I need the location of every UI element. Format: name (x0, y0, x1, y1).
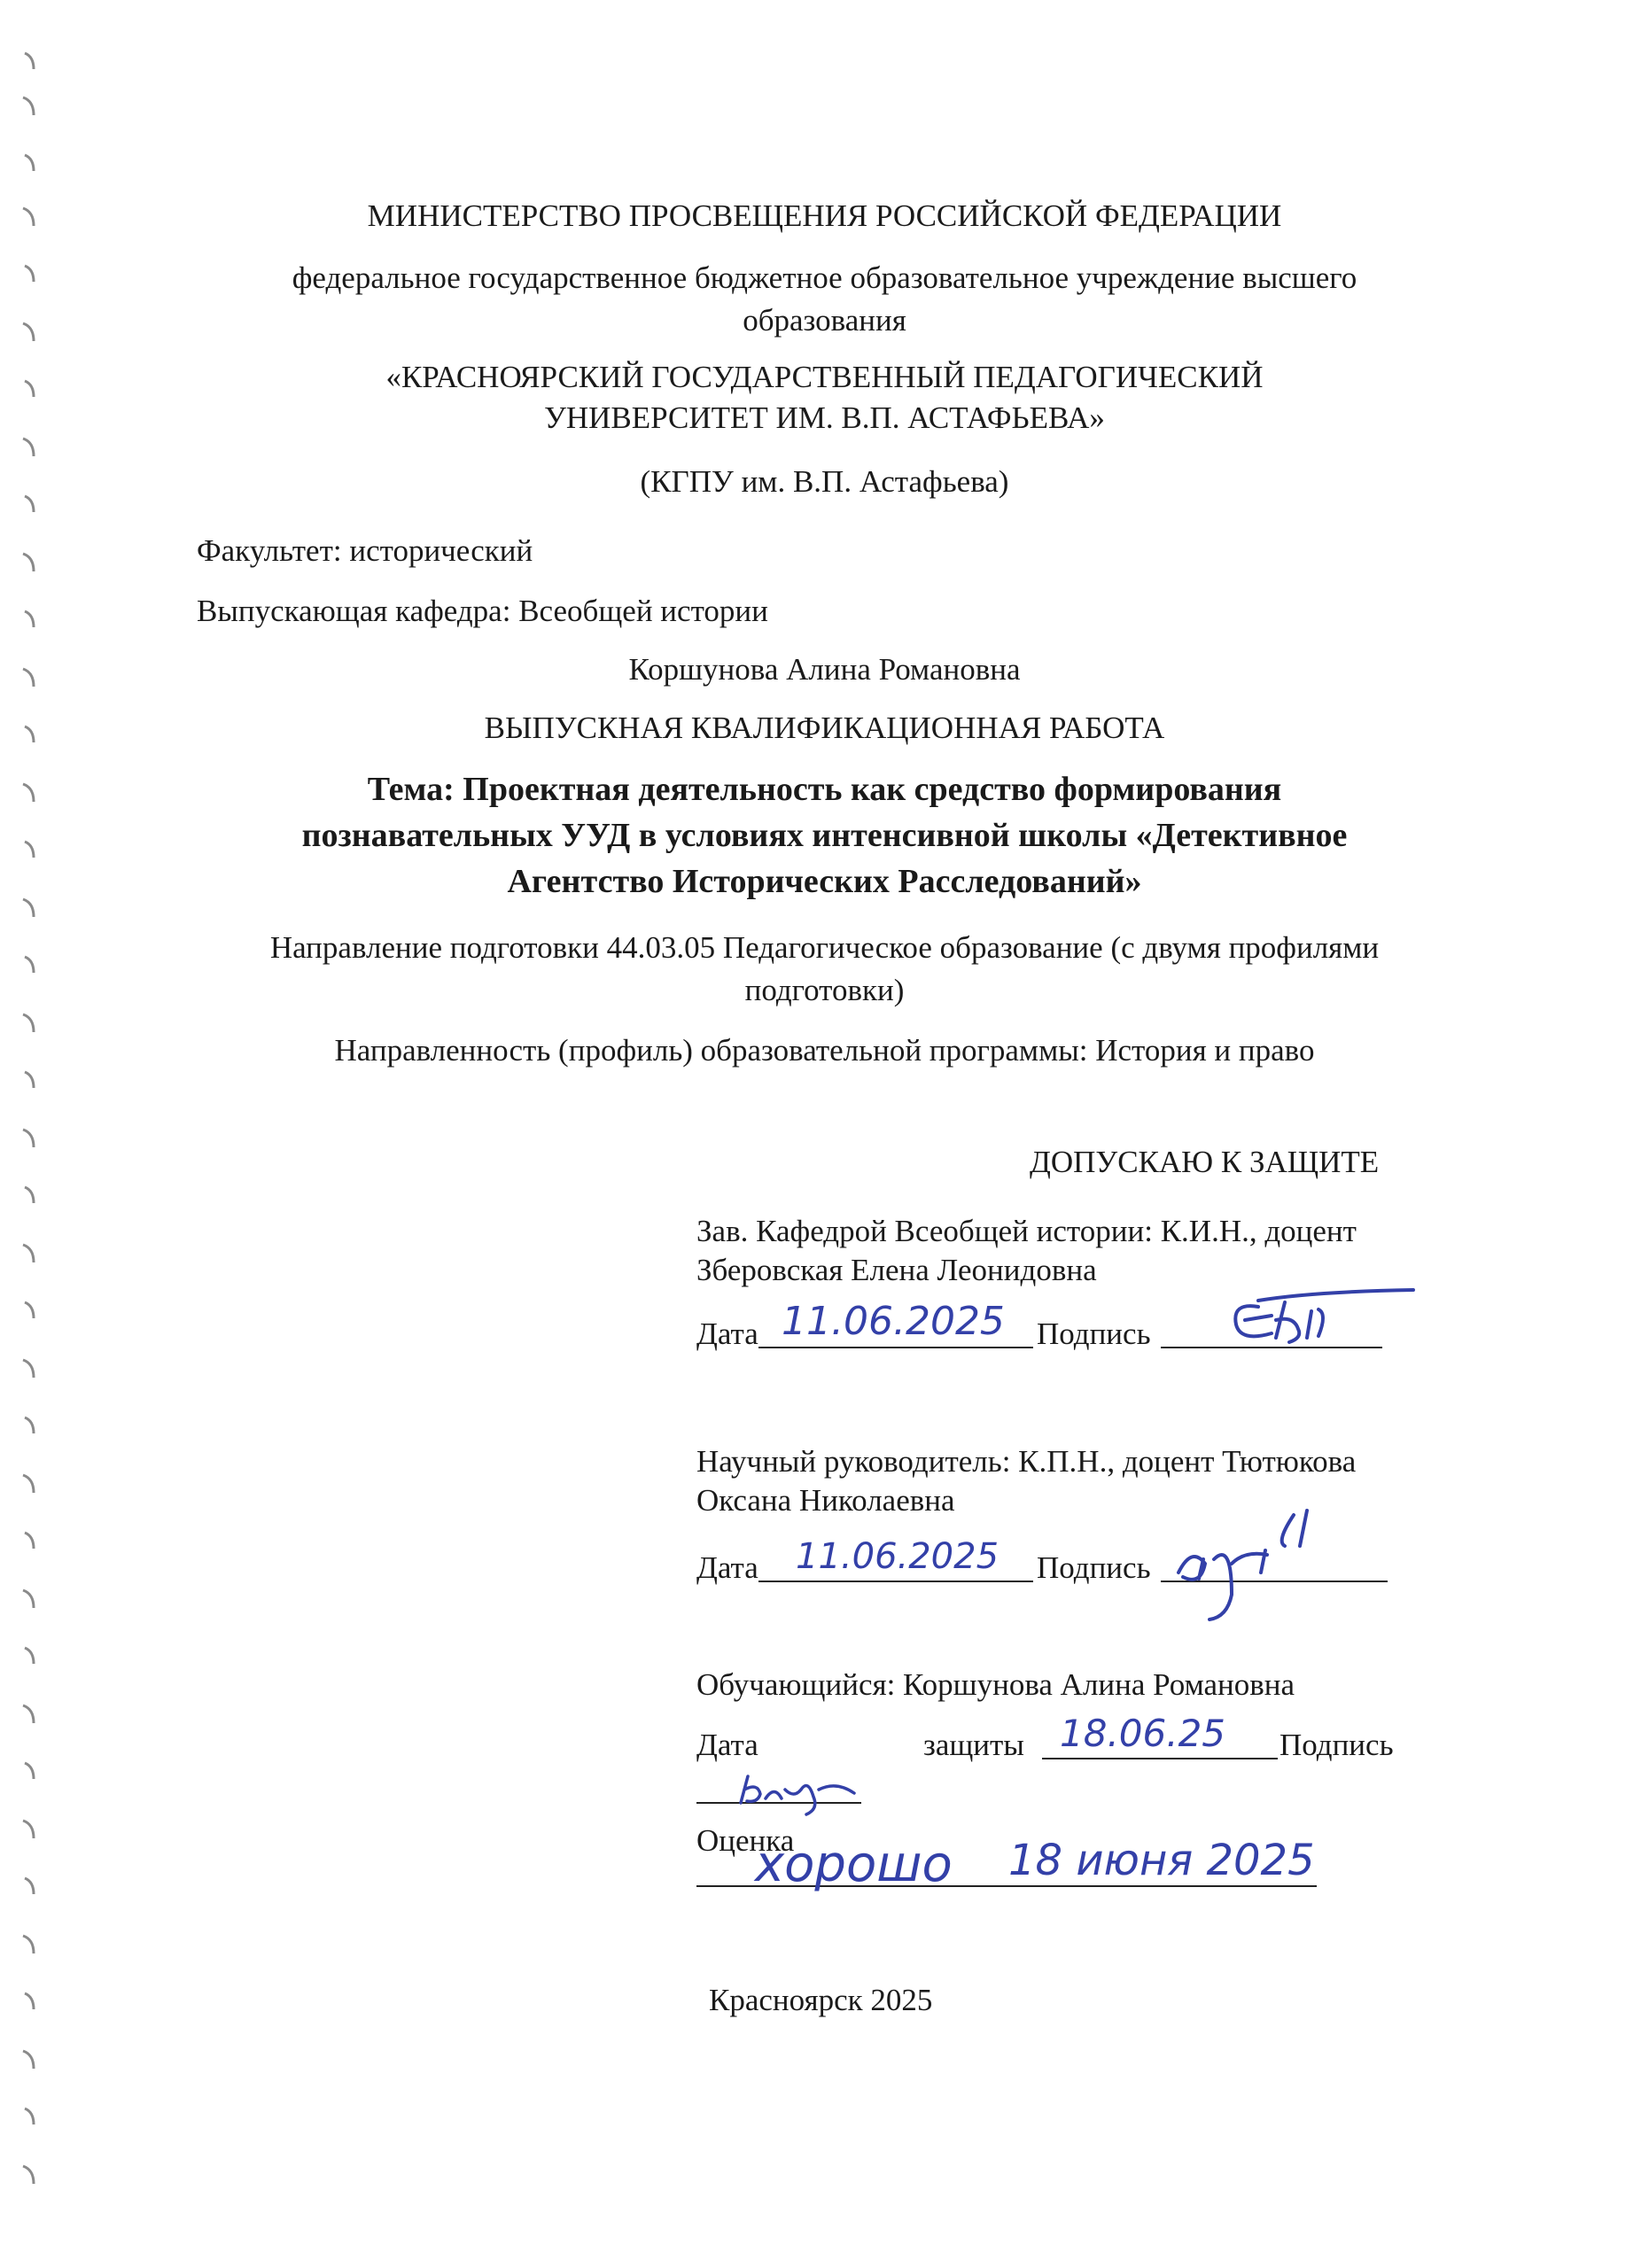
approval-heading: ДОПУСКАЮ К ЗАЩИТЕ (1030, 1145, 1380, 1179)
faculty: Факультет: исторический (197, 533, 533, 568)
student-date-line (1042, 1758, 1278, 1759)
direction-line1: Направление подготовки 44.03.05 Педагогическое образование (с двумя профилями (269, 930, 1380, 965)
institution-type-line1: федеральное государственное бюджетное образовательное учреждение высшего (292, 260, 1357, 295)
supervisor-signature (1161, 1497, 1373, 1621)
supervisor-sign-label: Подпись (1037, 1550, 1151, 1585)
supervisor-position: Научный руководитель: К.П.Н., доцент Тютюкова (696, 1444, 1357, 1479)
student-defense-label: защиты (923, 1728, 1024, 1762)
university-name-line2: УНИВЕРСИТЕТ ИМ. В.П. АСТАФЬЕВА» (544, 400, 1105, 435)
binding-edge (0, 0, 62, 2268)
head-position: Зав. Кафедрой Всеобщей истории: К.И.Н., доцент (696, 1214, 1357, 1248)
program-profile: Направленность (профиль) образовательной программы: История и право (334, 1033, 1315, 1068)
head-date-label: Дата (696, 1317, 758, 1351)
grade-handwritten: хорошо (755, 1836, 953, 1893)
direction-line2: подготовки) (744, 973, 905, 1007)
student-signature (732, 1763, 874, 1816)
work-type: ВЫПУСКНАЯ КВАЛИФИКАЦИОННАЯ РАБОТА (484, 711, 1165, 745)
head-date-line (758, 1347, 1033, 1348)
institution-type-line2: образования (743, 303, 906, 338)
topic-line2: познавательных УУД в условиях интенсивной школы «Детективное (301, 817, 1348, 854)
university-name-line1: «КРАСНОЯРСКИЙ ГОСУДАРСТВЕННЫЙ ПЕДАГОГИЧЕСКИЙ (385, 360, 1264, 394)
student-date-handwritten: 18.06.25 (1060, 1712, 1226, 1755)
head-name: Зберовская Елена Леонидовна (696, 1253, 1097, 1287)
head-signature (1205, 1285, 1418, 1355)
head-sign-label: Подпись (1037, 1317, 1151, 1351)
supervisor-date-label: Дата (696, 1550, 758, 1585)
head-date-handwritten: 11.06.2025 (782, 1299, 1005, 1344)
city-year: Красноярск 2025 (709, 1983, 933, 2017)
topic-line1: Тема: Проектная деятельность как средство формирования (367, 771, 1282, 808)
author-name: Коршунова Алина Романовна (628, 652, 1021, 687)
student-sign-label: Подпись (1280, 1728, 1394, 1762)
grade-date-handwritten: 18 июня 2025 (1008, 1836, 1315, 1885)
university-short-name: (КГПУ им. В.П. Астафьева) (640, 464, 1009, 499)
student-label: Обучающийся: Коршунова Алина Романовна (696, 1667, 1295, 1702)
student-date-label: Дата (696, 1728, 758, 1762)
ministry-name: МИНИСТЕРСТВО ПРОСВЕЩЕНИЯ РОССИЙСКОЙ ФЕДЕРАЦИИ (367, 198, 1282, 233)
supervisor-date-line (758, 1581, 1033, 1582)
supervisor-name: Оксана Николаевна (696, 1483, 955, 1518)
topic-line3: Агентство Исторических Расследований» (507, 863, 1142, 900)
supervisor-date-handwritten: 11.06.2025 (796, 1536, 1000, 1577)
department: Выпускающая кафедра: Всеобщей истории (197, 594, 768, 628)
grade-label: Оценка (696, 1823, 795, 1858)
